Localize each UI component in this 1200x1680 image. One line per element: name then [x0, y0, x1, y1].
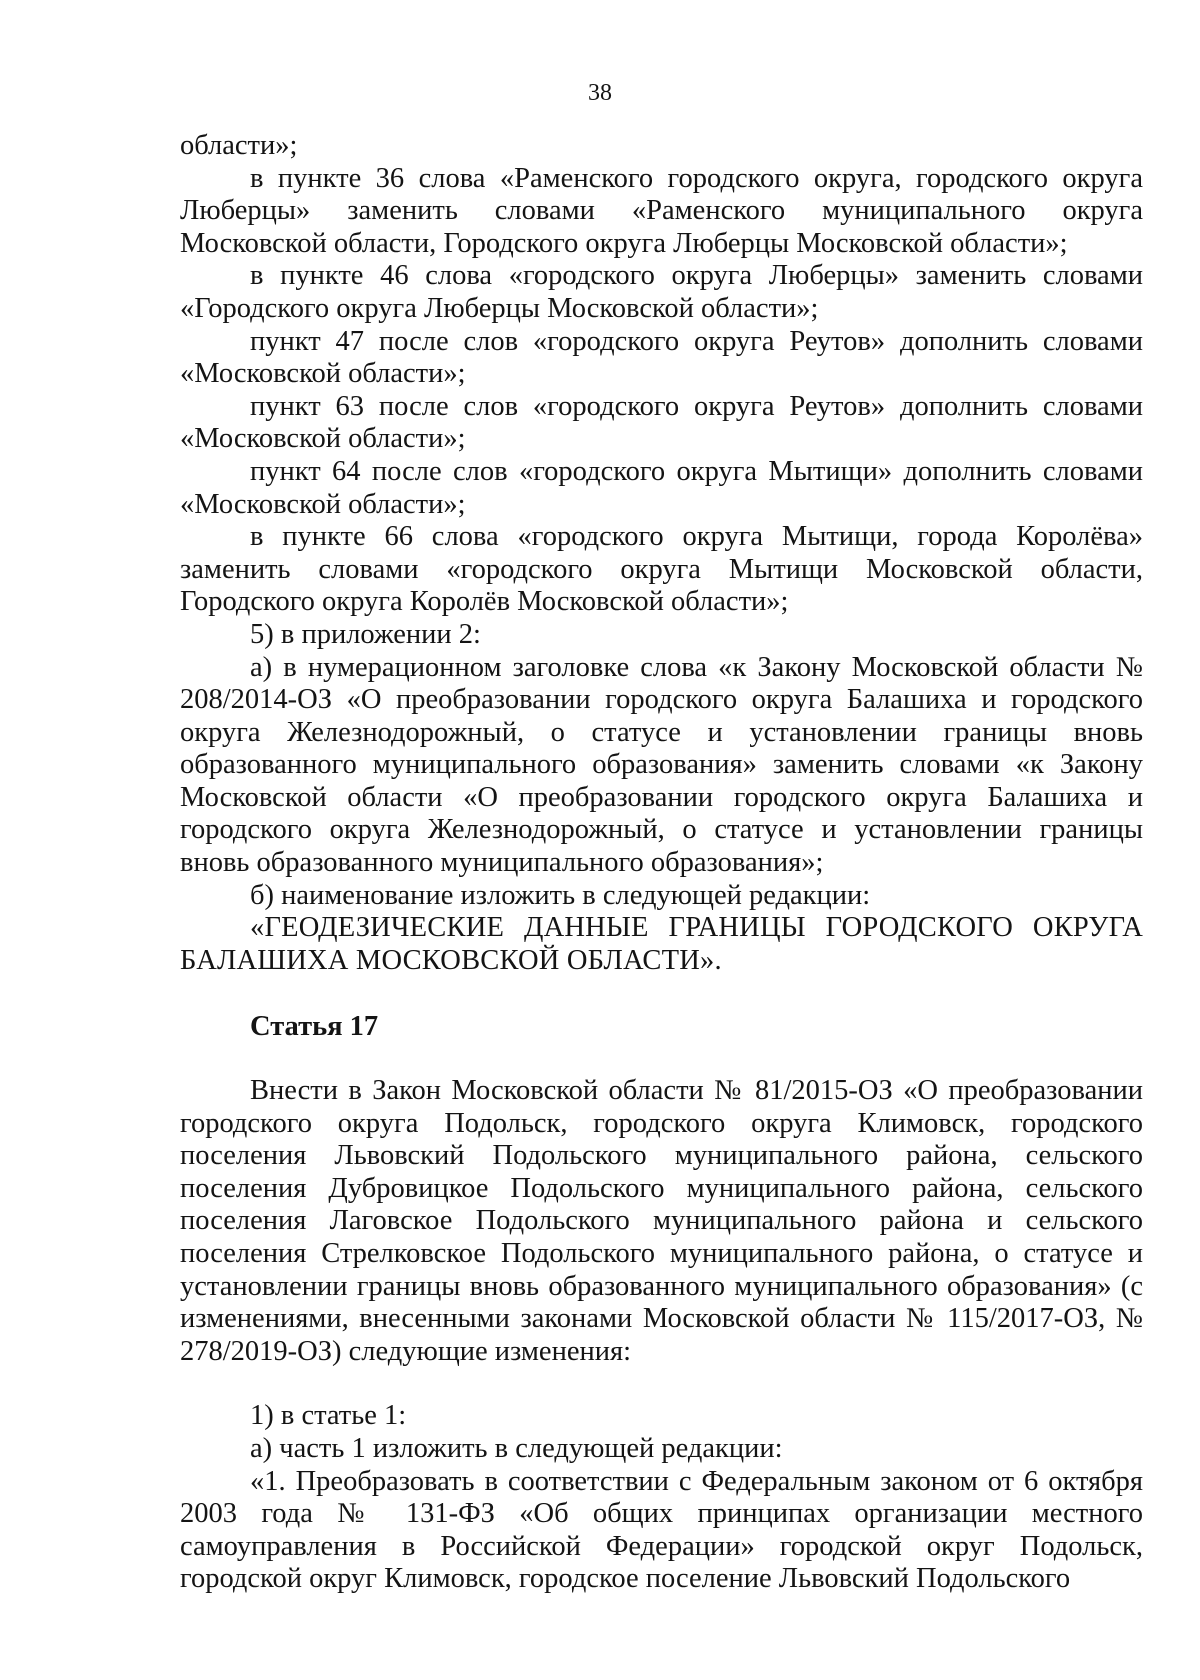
- paragraph: 5) в приложении 2:: [250, 618, 481, 650]
- paragraph: пункт 63 после слов «городского округа Реутов» дополнить словами «Московской области»;: [180, 390, 1143, 455]
- paragraph: а) в нумерационном заголовке слова «к Закону Московской области № 208/2014-ОЗ «О преобразовании городского округа Балашиха и городского округа Железнодорожный, о статусе и установлении границы вновь образованного муниципального образования» заменить словами «к Закону Московской области «О преобразовании городского округа Балашиха и городского округа Железнодорожный, о статусе и установлении границы вновь образованного муниципального образования»;: [180, 651, 1143, 879]
- article-paragraph: а) часть 1 изложить в следующей редакции:: [250, 1432, 783, 1464]
- paragraph: в пункте 36 слова «Раменского городского округа, городского округа Люберцы» заменить словами «Раменского муниципального округа Московской области, Городского округа Люберцы Московской области»;: [180, 162, 1143, 259]
- paragraph: б) наименование изложить в следующей редакции:: [250, 879, 871, 911]
- document-body: [180, 130, 1143, 1596]
- paragraph: пункт 47 после слов «городского округа Реутов» дополнить словами «Московской области»;: [180, 325, 1143, 390]
- paragraph: в пункте 66 слова «городского округа Мытищи, города Королёва» заменить словами «городского округа Мытищи Московской области, Городского округа Королёв Московской области»;: [180, 521, 1143, 618]
- article-heading: Статья 17: [250, 1011, 379, 1043]
- paragraph-caps-title: «ГЕОДЕЗИЧЕСКИЕ ДАННЫЕ ГРАНИЦЫ ГОРОДСКОГО ОКРУГА БАЛАШИХА МОСКОВСКОЙ ОБЛАСТИ».: [180, 912, 1143, 976]
- paragraph: пункт 64 после слов «городского округа Мытищи» дополнить словами «Московской области»;: [180, 455, 1143, 520]
- article-paragraph: 1) в статье 1:: [250, 1400, 407, 1432]
- article-paragraph: Внести в Закон Московской области № 81/2015-ОЗ «О преобразовании городского округа Подольск, городского округа Климовск, городского поселения Львовский Подольского муниципального района, сельского поселения Дубровицкое Подольского муниципального района, сельского поселения Лаговское Подольского муниципального района и сельского поселения Стрелковское Подольского муниципального района, о статусе и установлении границы вновь образованного муниципального образования» (с изменениями, внесенными законами Московской области № 115/2017-ОЗ, № 278/2019-ОЗ) следующие изменения:: [180, 1075, 1143, 1367]
- paragraph: в пункте 46 слова «городского округа Люберцы» заменить словами «Городского округа Люберцы Московской области»;: [180, 260, 1143, 324]
- page-number: 38: [588, 80, 612, 106]
- article-paragraph: «1. Преобразовать в соответствии с Федеральным законом от 6 октября 2003 года № 131-ФЗ «Об общих принципах организации местного самоуправления в Российской Федерации» городской округ Подольск, городской округ Климовск, городское поселение Львовский Подольского: [180, 1465, 1143, 1595]
- paragraph: области»;: [180, 130, 298, 161]
